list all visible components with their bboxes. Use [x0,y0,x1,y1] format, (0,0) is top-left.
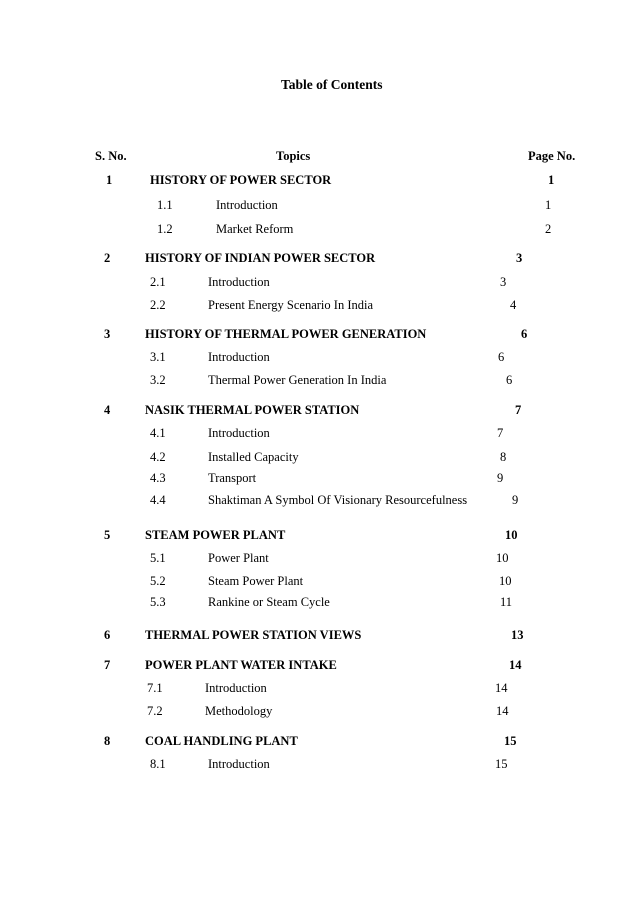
chapter-title: HISTORY OF THERMAL POWER GENERATION [145,327,427,341]
subsection-title: Introduction [205,681,267,695]
chapter-number: 5 [104,528,111,542]
subsection-title: Introduction [208,426,270,440]
header-serial-number: S. No. [95,149,127,163]
subsection-number: 5.1 [150,551,166,565]
subsection-title: Methodology [205,704,273,718]
subsection-title: Rankine or Steam Cycle [208,595,330,609]
chapter-title: COAL HANDLING PLANT [145,734,298,748]
chapter-title: HISTORY OF INDIAN POWER SECTOR [145,251,376,265]
chapter-title: THERMAL POWER STATION VIEWS [145,628,362,642]
subsection-title: Introduction [208,275,270,289]
subsection-number: 3.1 [150,350,166,364]
subsection-page-number: 3 [500,275,507,289]
chapter-number: 8 [104,734,111,748]
subsection-number: 3.2 [150,373,166,387]
subsection-number: 1.1 [157,198,173,212]
chapter-number: 3 [104,327,111,341]
chapter-page-number: 10 [505,528,518,542]
subsection-number: 4.2 [150,450,166,464]
subsection-page-number: 6 [506,373,513,387]
chapter-page-number: 1 [548,173,555,187]
header-topics: Topics [276,149,311,163]
subsection-page-number: 15 [495,757,508,771]
subsection-title: Present Energy Scenario In India [208,298,373,312]
subsection-number: 5.2 [150,574,166,588]
subsection-title: Installed Capacity [208,450,299,464]
subsection-number: 4.4 [150,493,166,507]
subsection-page-number: 8 [500,450,507,464]
chapter-page-number: 7 [515,403,522,417]
subsection-number: 2.1 [150,275,166,289]
chapter-number: 1 [106,173,113,187]
subsection-page-number: 4 [510,298,517,312]
subsection-title: Power Plant [208,551,269,565]
subsection-page-number: 14 [495,681,508,695]
subsection-page-number: 10 [496,551,509,565]
chapter-number: 4 [104,403,111,417]
header-page-number: Page No. [528,149,576,163]
chapter-page-number: 14 [509,658,522,672]
chapter-page-number: 13 [511,628,524,642]
subsection-title: Shaktiman A Symbol Of Visionary Resourcefulness [208,493,468,507]
chapter-number: 7 [104,658,111,672]
subsection-title: Transport [208,471,257,485]
subsection-number: 5.3 [150,595,166,609]
subsection-title: Introduction [208,350,270,364]
chapter-number: 2 [104,251,111,265]
subsection-page-number: 10 [499,574,512,588]
subsection-page-number: 9 [512,493,519,507]
subsection-page-number: 2 [545,222,552,236]
chapter-page-number: 6 [521,327,528,341]
subsection-page-number: 1 [545,198,552,212]
chapter-title: POWER PLANT WATER INTAKE [145,658,337,672]
subsection-number: 2.2 [150,298,166,312]
subsection-title: Introduction [208,757,270,771]
subsection-number: 7.1 [147,681,163,695]
chapter-number: 6 [104,628,111,642]
subsection-number: 8.1 [150,757,166,771]
subsection-page-number: 9 [497,471,504,485]
subsection-title: Steam Power Plant [208,574,304,588]
subsection-title: Introduction [216,198,278,212]
subsection-number: 4.3 [150,471,166,485]
chapter-page-number: 3 [516,251,523,265]
subsection-page-number: 7 [497,426,504,440]
chapter-page-number: 15 [504,734,517,748]
subsection-number: 7.2 [147,704,163,718]
chapter-title: NASIK THERMAL POWER STATION [145,403,360,417]
page-title: Table of Contents [281,77,383,92]
subsection-number: 4.1 [150,426,166,440]
subsection-number: 1.2 [157,222,173,236]
chapter-title: STEAM POWER PLANT [145,528,286,542]
subsection-page-number: 11 [500,595,513,609]
subsection-page-number: 14 [496,704,509,718]
chapter-title: HISTORY OF POWER SECTOR [150,173,332,187]
subsection-title: Thermal Power Generation In India [208,373,387,387]
subsection-title: Market Reform [216,222,294,236]
subsection-page-number: 6 [498,350,505,364]
